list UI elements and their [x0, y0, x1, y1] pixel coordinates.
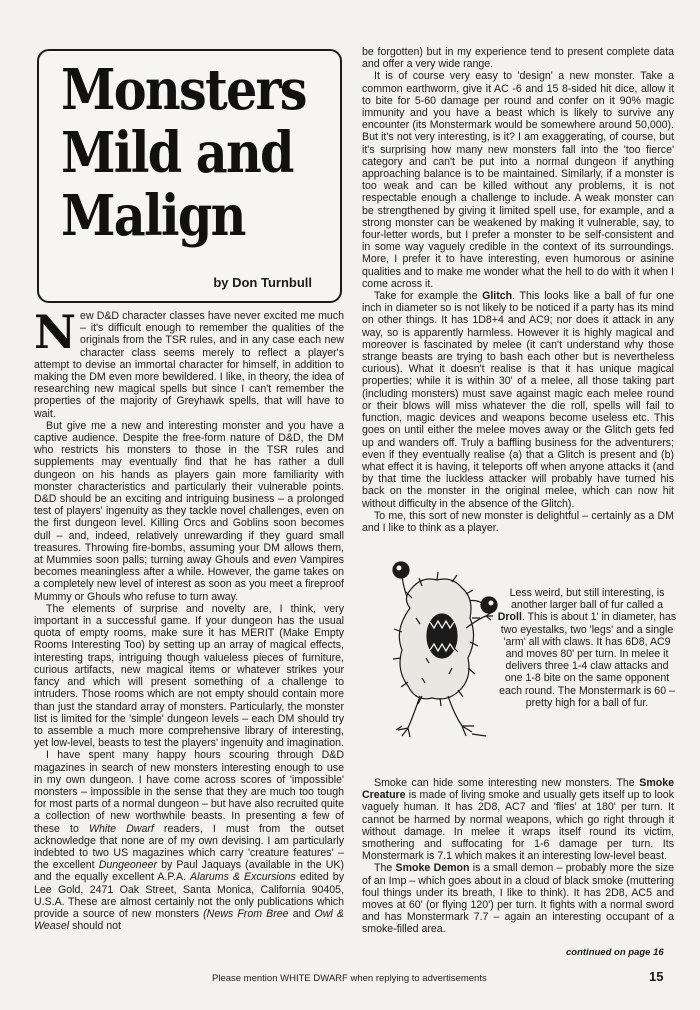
- intro-paragraph: [34, 305, 344, 420]
- smoke-section: [362, 777, 674, 936]
- footer-note: Please mention WHITE DWARF when replying to advertisements: [212, 973, 487, 984]
- byline: by Don Turnbull: [213, 275, 312, 290]
- droll-intro: Less weird, but still interesting, is another larger ball of fur called a: [509, 587, 665, 612]
- glitch-intro: Take for example the: [374, 290, 483, 303]
- mag-news-from-bree: (News From Bree: [203, 907, 289, 920]
- smoke-creature-name: Smoke Creature: [362, 777, 674, 802]
- right-paragraph-1: be forgotten) but in my experience tend to present complete data and offer a very wide range.: [362, 46, 674, 71]
- p4-c: by Paul Jaquays (available in the UK) and the equally excellent A.P.A.: [34, 859, 344, 884]
- smoke-demon-paragraph: [362, 862, 674, 935]
- smoke-demon-intro: The: [374, 862, 396, 875]
- title-line-3: Malign: [61, 183, 245, 249]
- mag-dungeoneer: Dungeoneer: [98, 859, 158, 872]
- right-paragraph-4: To me, this sort of new monster is delightful – certainly as a DM and I like to think as a player.: [362, 509, 674, 534]
- title-box: [37, 49, 342, 303]
- smoke-creature-text: is made of living smoke and usually gets itself up to look vaguely human. It has 2D8, AC7 and 'flies' at 180' per turn. It cannot be harmed by normal weapons, which go right through it without damage. In melee it wraps itself round its victim, smothering and suffocating for 1-6 damage per turn. Its Monstermark is 7.1 which makes it an interesting low-level beast.: [362, 789, 674, 863]
- title-line-1: Monsters: [61, 57, 306, 123]
- glitch-name: Glitch: [482, 290, 513, 303]
- paragraph-4: [34, 749, 344, 932]
- p4-a: I have spent many happy hours scouring through D&D magazines in search of new monsters interesting enough to use in my own dungeon. I have come across scores of 'impossible' monsters – impossible in the sense that they are much too tough for most parts of a normal dungeon – but have also recruited quite a collection of new worthwhile beasts. In presenting a few of these to: [34, 749, 344, 835]
- left-column: [34, 305, 345, 933]
- glitch-text: . This looks like a ball of fur one inch in diameter so is not likely to be noticed if a party has its mind on other things. It has 1D8+4 and AC9; nor does it attack in any way, so is apparently harmless. However it is highly magical and moreover is fascinated by melee (it can't understand why those strange beasts are trying to bash each other but is nevertheless curious). What it doesn't realise is that it has unique magical properties; while it is within 30' of a melee, all those taking part (including monsters) must save against magic each melee round or their blows will miss whatever the die roll, spells will fail to function, magic devices and weapons become useless etc. This goes on until either the melee moves away or the Glitch gets fed up and wanders off. Truly a baffling business for the adventurers; even if they eventually realise (a) that a Glitch is present and (b) what effect it is having, it teleports off when anyone attacks it (and by that time the luckless attacker will probably have turned his back on the monster in the original melee, which can now hit without difficulty in the absence of the Glitch).: [362, 290, 674, 510]
- smoke-demon-name: Smoke Demon: [395, 862, 470, 875]
- article-title: [61, 57, 306, 249]
- page-number: 15: [649, 969, 664, 984]
- smoke-intro: Smoke can hide some interesting new monsters. The: [374, 777, 640, 789]
- droll-paragraph: [497, 587, 677, 709]
- right-column: [362, 46, 674, 534]
- p4-f: should not: [69, 920, 121, 933]
- p4-e: and: [288, 907, 315, 920]
- continued-note: continued on page 16: [566, 947, 664, 958]
- mag-owl-weasel: Owl & Weasel: [34, 907, 344, 933]
- emphasis-even: even: [273, 554, 297, 567]
- droll-name: Droll: [497, 611, 522, 624]
- intro-text: ew D&D character classes have never excited me much – it's difficult enough to remember the qualities of the originals from the TSR rules, and in any case each new character class seems merely to reflect a player's attempt to devise an immortal character for himself, in addition to making the DM even more bewildered. I like, in theory, the idea of researching new magical spells but since I can't remember the properties of the majority of Greyhawk spells, that will have to wait.: [34, 310, 344, 420]
- p4-d: edited by Lee Gold, 2471 Oak Street, Santa Monica, California 90405, U.S.A. These are almost certainly not the only publications which provide a source of new monsters: [34, 871, 344, 920]
- right-paragraph-3: [362, 290, 674, 510]
- p4-b: readers, I must from the outset acknowledge that none are of my own devising. I am particularly indebted to two US magazines which carry 'creature features' – the excellent: [34, 822, 345, 872]
- paragraph-2: [34, 420, 344, 603]
- smoke-creature-paragraph: [362, 777, 674, 862]
- mag-alarums: Alarums & Excursions: [190, 871, 296, 884]
- smoke-demon-text: is a small demon – probably more the size of an Imp – which goes about in a cloud of black smoke (muttering foul things under its breath, I like to think). It has 2D8, AC5 and moves at 60' (or flying 120') per turn. It fights with a normal sword and has Monstermark 7.7 – again an interesting occupant of a smoke-filled area.: [362, 862, 674, 936]
- drop-cap: N: [34, 305, 77, 359]
- paragraph-2-end: Vampires becomes meaningless after a while. However, the game takes on a completely new level of interest as soon as you meet a fireproof Mummy or Ghouls who refuse to turn away.: [34, 554, 344, 603]
- paragraph-3: The elements of surprise and novelty are, I think, very important in a successful game. If your dungeon has the usual quota of empty rooms, make sure it has MERIT (Make Empty Rooms Interesting Too) by setting up an array of magical effects, interesting traps, intriguing though valueless pieces of furniture, curious artifacts, new magical items or whatever strikes your fancy and which will present something of a challenge to intruders. Those rooms which are not empty should contain more than just the standard array of monsters. Particularly, the monster list is limited for the 'simple' dungeon levels – each DM should try to assemble a much more comprehensive library of interesting, yet low-level, beasts to test the players' ingenuity and imagination.: [34, 602, 345, 750]
- right-paragraph-2: It is of course very easy to 'design' a new monster. Take a common earthworm, give it AC -6 and 15 8-sided hit dice, allow it to bite for 5-60 damage per round and confer on it 90% magic immunity and you have a beast which is likely to survive any encounter (its Monstermark would be somewhere around 50,000). But it's not very interesting, is it? I am exaggerating, of course, but it's surprising how many new monsters fall into the 'too fierce' category and can't be put into a normal dungeon if anything approaching balance is to be maintained. Similarly, if a monster is too weak and can be killed without any problems, it is not respectable enough a challenge to include. A weak monster can be strengthened by giving it limited spell use, for example, and a strong monster can be weakened by making it vulnerable, say, to four-letter words, but I prefer a monster to be self-consistent and in some way vaguely credible in the context of its surroundings. More, I prefer it to have interesting, even humorous or asinine qualities and to make me wonder what the hell to do with it when I come across it.: [362, 70, 674, 290]
- title-line-2: Mild and: [61, 120, 293, 186]
- droll-text-body: . This is about 1' in diameter, has two eyestalks, two 'legs' and a single 'arm' all with claws. It has 6D8, AC9 and moves 80' per turn. In melee it delivers three 1-4 claw attacks and one 1-8 bite on the same opponent each round. The Monstermark is 60 – pretty high for a ball of fur.: [499, 611, 677, 709]
- paragraph-2-text: But give me a new and interesting monster and you have a captive audience. Despite the free-form nature of D&D, the DM who restricts his monsters to those in the TSR rules and supplements may eventually find that he has rather a dull dungeon on his hands as players gain more familiarity with monster characteristics and particularly their vulnerable points. D&D should be an exciting and intriguing business – a prolonged test of players' ingenuity as they tackle novel challenges, even on the first dungeon level. Killing Orcs and Goblins soon becomes dull – and, indeed, relatively unrewarding if they guard small treasures. Throwing fire-bombs, assuming your DM allows them, at Mummies soon palls; turning away Ghouls and: [34, 419, 344, 567]
- mag-white-dwarf: White Dwarf: [88, 822, 154, 835]
- droll-illustration: [382, 558, 512, 758]
